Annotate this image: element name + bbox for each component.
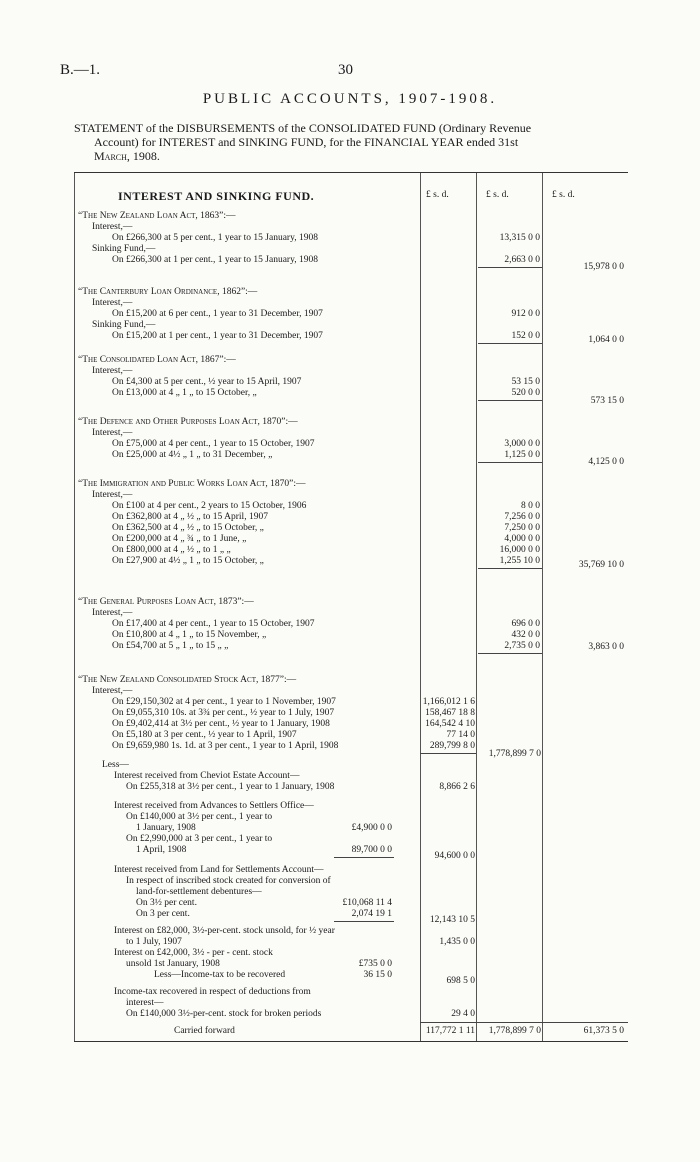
amount: 2,663 0 0: [504, 255, 540, 265]
sinking-fund-label: Sinking Fund,—: [92, 320, 156, 330]
entry-text: unsold 1st January, 1908: [126, 959, 220, 969]
statement-line-2: Account) for INTEREST and SINKING FUND, for the FINANCIAL YEAR ended 31st: [94, 135, 519, 149]
amount: 152 0 0: [511, 331, 540, 341]
inner-rule: [334, 921, 394, 922]
table-border-left: [74, 173, 75, 1041]
inner-amount: £10,068 11 4: [342, 898, 392, 908]
amount: 7,250 0 0: [504, 523, 540, 533]
column-divider-2: [476, 173, 477, 1041]
entry-text: to 1 July, 1907: [126, 937, 182, 947]
section-title: “The Consolidated Loan Act, 1867”:—: [78, 355, 236, 365]
amount: 8 0 0: [521, 501, 540, 511]
subtotal-rule: [420, 753, 476, 754]
entry-text: 1 April, 1908: [136, 845, 187, 855]
entry-text: On £13,000 at 4 „ 1 „ to 15 October, „: [112, 388, 257, 398]
carried-forward-col1: 117,772 1 11: [425, 1026, 475, 1036]
entry-text: On £29,150,302 at 4 per cent., 1 year to 1 November, 1907: [112, 697, 336, 707]
entry-text: On £266,300 at 1 per cent., 1 year to 15 January, 1908: [112, 255, 318, 265]
entry-text: Interest on £42,000, 3½ - per - cent. stock: [114, 948, 273, 958]
amount: 289,799 8 0: [429, 741, 475, 751]
amount: 29 4 0: [451, 1009, 475, 1019]
entry-text: interest—: [126, 998, 164, 1008]
less-label: Less—: [102, 760, 129, 770]
entry-text: Interest received from Advances to Settlers Office—: [114, 801, 314, 811]
page-ref: B.—1.: [60, 62, 101, 78]
entry-text: On £75,000 at 4 per cent., 1 year to 15 October, 1907: [112, 439, 315, 449]
entry-text: Interest on £82,000, 3½-per-cent. stock unsold, for ½ year: [114, 926, 335, 936]
entry-text: On £255,318 at 3½ per cent., 1 year to 1 January, 1908: [126, 782, 335, 792]
section-title: “The Immigration and Public Works Loan Act, 1870”:—: [78, 479, 306, 489]
amount: 1,125 0 0: [504, 450, 540, 460]
amount: 12,143 10 5: [429, 915, 475, 925]
amount: 8,866 2 6: [439, 782, 475, 792]
inner-amount: £4,900 0 0: [351, 823, 392, 833]
entry-text: Less—Income-tax to be recovered: [154, 970, 286, 980]
section-subtotal: 1,778,899 7 0: [488, 749, 541, 759]
section-total: 4,125 0 0: [588, 457, 624, 467]
entry-text: On £4,300 at 5 per cent., ½ year to 15 April, 1907: [112, 377, 302, 387]
entry-text: On £10,800 at 4 „ 1 „ to 15 November, „: [112, 630, 267, 640]
subtotal-rule: [478, 462, 542, 463]
amount: 158,467 18 8: [425, 708, 475, 718]
amount: 520 0 0: [511, 388, 540, 398]
interest-label: Interest,—: [92, 366, 133, 376]
entry-text: On £54,700 at 5 „ 1 „ to 15 „ „: [112, 641, 229, 651]
entry-text: land-for-settlement debentures—: [136, 887, 262, 897]
section-title: “The New Zealand Consolidated Stock Act, 1877”:—: [78, 675, 297, 685]
entry-text: On £2,990,000 at 3 per cent., 1 year to: [126, 834, 273, 844]
entry-text: Interest received from Cheviot Estate Account—: [114, 771, 300, 781]
amount: 1,166,012 1 6: [422, 697, 475, 707]
interest-label: Interest,—: [92, 686, 133, 696]
amount: 1,435 0 0: [439, 937, 475, 947]
section-total: 3,863 0 0: [588, 642, 624, 652]
section-total: 573 15 0: [590, 396, 624, 406]
entry-text: 1 January, 1908: [136, 823, 196, 833]
interest-label: Interest,—: [92, 490, 133, 500]
inner-amount: 2,074 19 1: [351, 909, 392, 919]
amount: 1,255 10 0: [499, 556, 540, 566]
section-title: “The General Purposes Loan Act, 1873”:—: [78, 597, 254, 607]
amount: 53 15 0: [511, 377, 540, 387]
amount: 94,600 0 0: [434, 851, 475, 861]
interest-label: Interest,—: [92, 608, 133, 618]
amount: 13,315 0 0: [499, 233, 540, 243]
section-title: “The New Zealand Loan Act, 1863”:—: [78, 211, 236, 221]
interest-label: Interest,—: [92, 298, 133, 308]
subtotal-rule: [478, 568, 542, 569]
amount: 698 5 0: [446, 976, 475, 986]
carried-forward-col2: 1,778,899 7 0: [488, 1026, 541, 1036]
entry-text: On £100 at 4 per cent., 2 years to 15 October, 1906: [112, 501, 307, 511]
entry-text: On £140,000 3½-per-cent. stock for broken periods: [126, 1009, 322, 1019]
amount: 696 0 0: [511, 619, 540, 629]
amount: 7,256 0 0: [504, 512, 540, 522]
amount: 4,000 0 0: [504, 534, 540, 544]
entry-text: On £140,000 at 3½ per cent., 1 year to: [126, 812, 273, 822]
statement-title: [74, 121, 628, 163]
statement-line-1: STATEMENT of the DISBURSEMENTS of the CONSOLIDATED FUND (Ordinary Revenue: [74, 121, 532, 135]
entry-text: On £15,200 at 1 per cent., 1 year to 31 December, 1907: [112, 331, 323, 341]
table-heading: INTEREST AND SINKING FUND.: [118, 189, 315, 203]
subtotal-rule: [478, 343, 542, 344]
section-total: 15,978 0 0: [583, 262, 624, 272]
section-total: 1,064 0 0: [588, 335, 624, 345]
column-header-3: £ s. d.: [552, 190, 575, 200]
entry-text: On £800,000 at 4 „ ½ „ to 1 „ „: [112, 545, 231, 555]
column-header-2: £ s. d.: [486, 190, 509, 200]
amount: 432 0 0: [511, 630, 540, 640]
entry-text: On £362,800 at 4 „ ½ „ to 15 April, 1907: [112, 512, 268, 522]
amount: 912 0 0: [511, 309, 540, 319]
section-title: “The Canterbury Loan Ordinance, 1862”:—: [78, 287, 258, 297]
carried-forward-label: Carried forward: [174, 1026, 235, 1036]
inner-amount: 36 15 0: [363, 970, 392, 980]
entry-text: On £25,000 at 4½ „ 1 „ to 31 December, „: [112, 450, 273, 460]
section-total: 35,769 10 0: [578, 560, 624, 570]
statement-line-3: March, 1908.: [94, 149, 160, 163]
subtotal-rule: [478, 400, 542, 401]
subtotal-rule: [478, 267, 542, 268]
amount: 77 14 0: [446, 730, 475, 740]
entry-text: On £362,500 at 4 „ ½ „ to 15 October, „: [112, 523, 264, 533]
page-title: PUBLIC ACCOUNTS, 1907-1908.: [202, 91, 498, 107]
inner-amount: 89,700 0 0: [351, 845, 392, 855]
entry-text: On £5,180 at 3 per cent., ½ year to 1 April, 1907: [112, 730, 297, 740]
entry-text: On £17,400 at 4 per cent., 1 year to 15 October, 1907: [112, 619, 315, 629]
entry-text: On £200,000 at 4 „ ¾ „ to 1 June, „: [112, 534, 247, 544]
interest-label: Interest,—: [92, 222, 133, 232]
carried-rule: [420, 1022, 628, 1023]
entry-text: Income-tax recovered in respect of deductions from: [114, 987, 311, 997]
entry-text: On £9,055,310 10s. at 3¾ per cent., ½ year to 1 July, 1907: [112, 708, 335, 718]
entry-text: In respect of inscribed stock created for conversion of: [126, 876, 331, 886]
sinking-fund-label: Sinking Fund,—: [92, 244, 156, 254]
entry-text: On 3 per cent.: [136, 909, 190, 919]
accounts-table: [74, 172, 628, 1042]
interest-label: Interest,—: [92, 428, 133, 438]
column-divider-3: [542, 173, 543, 1041]
entry-text: On £27,900 at 4½ „ 1 „ to 15 October, „: [112, 556, 264, 566]
subtotal-rule: [478, 653, 542, 654]
inner-amount: £735 0 0: [358, 959, 392, 969]
entry-text: On 3½ per cent.: [136, 898, 197, 908]
section-title: “The Defence and Other Purposes Loan Act, 1870”:—: [78, 417, 298, 427]
column-header-1: £ s. d.: [426, 190, 449, 200]
entry-text: On £266,300 at 5 per cent., 1 year to 15 January, 1908: [112, 233, 318, 243]
amount: 164,542 4 10: [425, 719, 475, 729]
entry-text: Interest received from Land for Settlements Account—: [114, 865, 324, 875]
carried-forward-col3: 61,373 5 0: [583, 1026, 624, 1036]
amount: 3,000 0 0: [504, 439, 540, 449]
amount: 16,000 0 0: [499, 545, 540, 555]
entry-text: On £15,200 at 6 per cent., 1 year to 31 December, 1907: [112, 309, 323, 319]
amount: 2,735 0 0: [504, 641, 540, 651]
column-divider-1: [420, 173, 421, 1041]
page-number: 30: [338, 62, 353, 78]
inner-rule: [334, 857, 394, 858]
entry-text: On £9,402,414 at 3½ per cent., ½ year to 1 January, 1908: [112, 719, 330, 729]
entry-text: On £9,659,980 1s. 1d. at 3 per cent., 1 year to 1 April, 1908: [112, 741, 339, 751]
